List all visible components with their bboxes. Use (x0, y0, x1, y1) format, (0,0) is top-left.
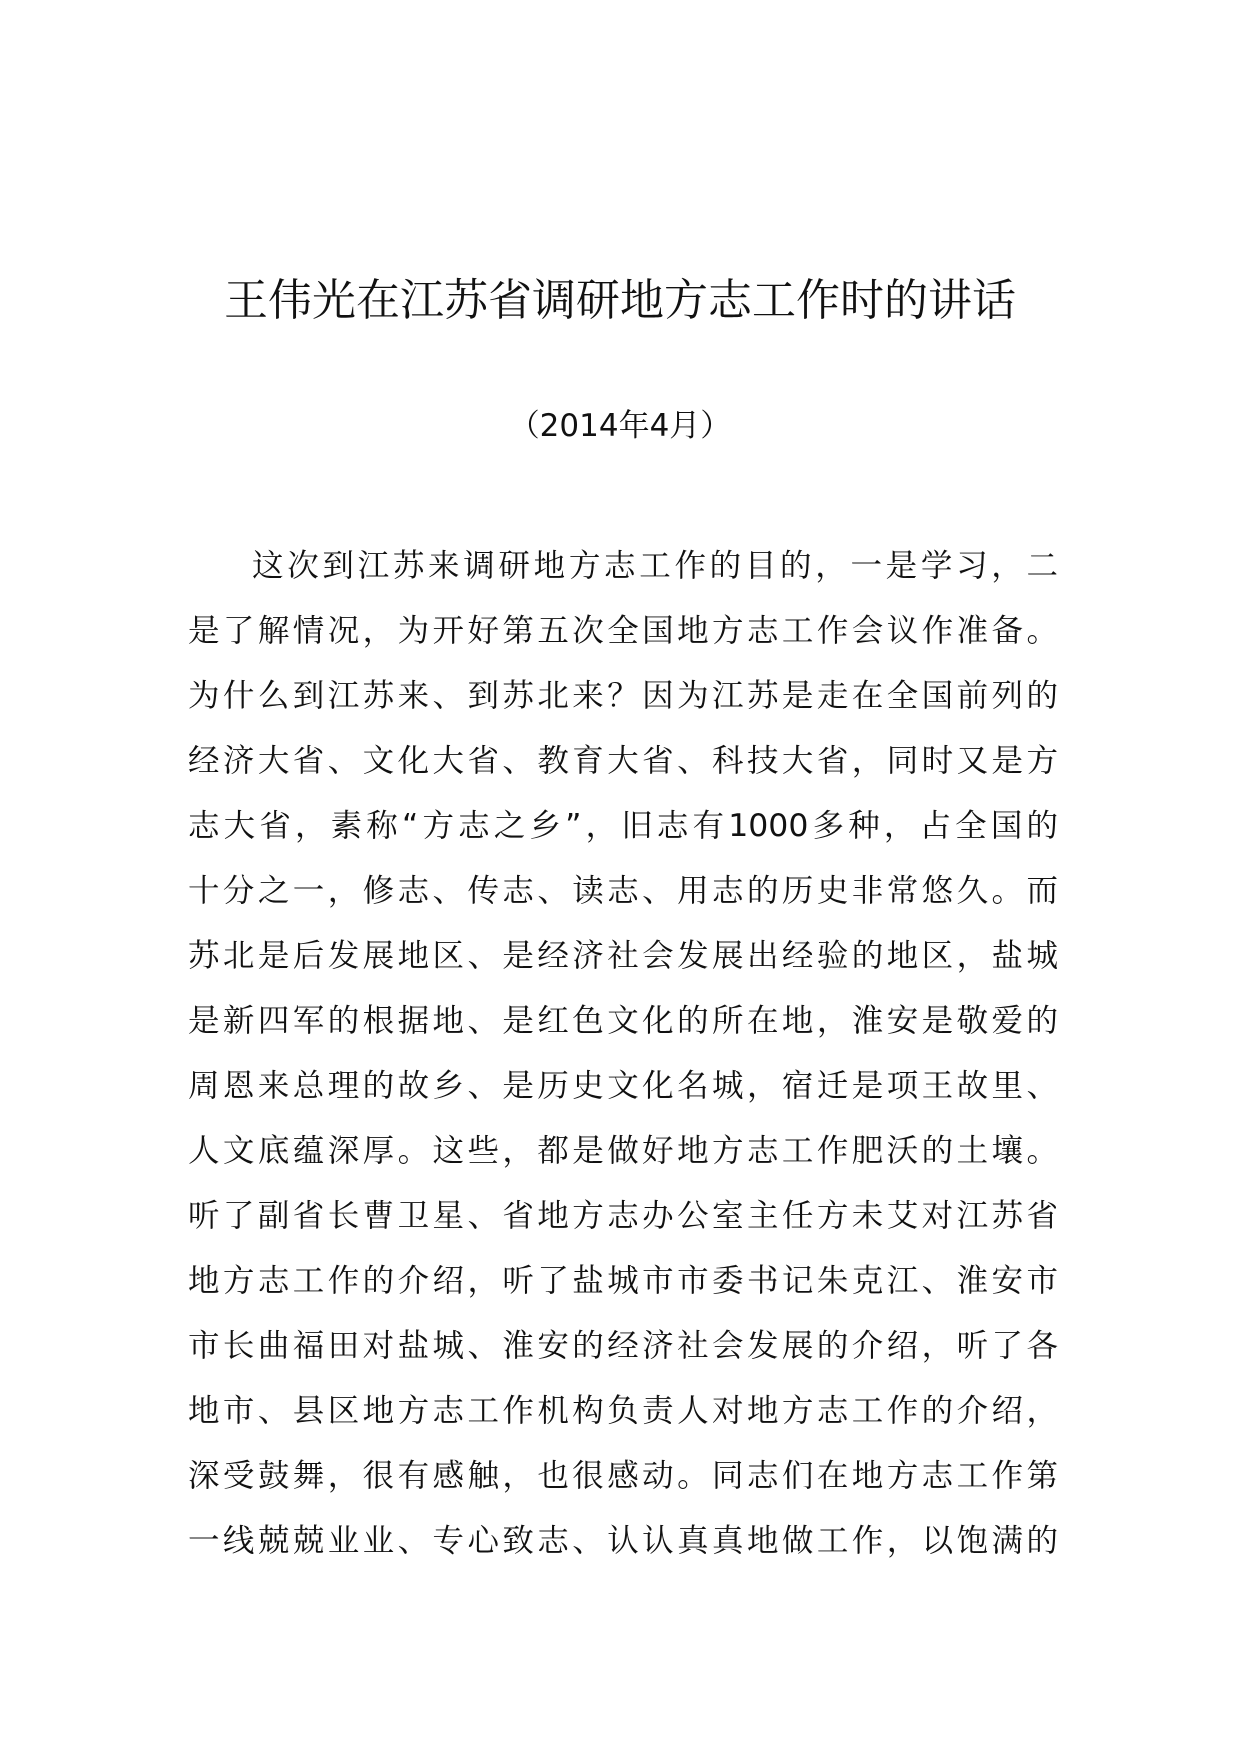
paragraph-line: 人文底蕴深厚。这些，都是做好地方志工作肥沃的土壤。 (188, 1133, 1058, 1169)
paragraph-line: 志大省，素称“方志之乡”，旧志有1000多种，占全国的 (188, 808, 1058, 844)
paragraph-line: 苏北是后发展地区、是经济社会发展出经验的地区，盐城 (188, 938, 1058, 974)
paragraph-line: 是了解情况，为开好第五次全国地方志工作会议作准备。 (188, 613, 1058, 649)
paragraph-line: 这次到江苏来调研地方志工作的目的，一是学习，二 (252, 548, 1058, 584)
paragraph-line: 是新四军的根据地、是红色文化的所在地，淮安是敬爱的 (188, 1003, 1058, 1039)
paragraph-line: 为什么到江苏来、到苏北来？因为江苏是走在全国前列的 (188, 678, 1058, 714)
body-paragraph (188, 534, 1058, 1574)
paragraph-line: 地市、县区地方志工作机构负责人对地方志工作的介绍， (188, 1393, 1058, 1429)
paragraph-line: 经济大省、文化大省、教育大省、科技大省，同时又是方 (188, 743, 1058, 779)
document-date: （2014年4月） (508, 408, 732, 444)
paragraph-line: 听了副省长曹卫星、省地方志办公室主任方未艾对江苏省 (188, 1198, 1058, 1234)
paragraph-line: 地方志工作的介绍，听了盐城市市委书记朱克江、淮安市 (188, 1263, 1058, 1299)
document-title: 王伟光在江苏省调研地方志工作时的讲话 (224, 275, 1016, 326)
paragraph-line: 十分之一，修志、传志、读志、用志的历史非常悠久。而 (188, 873, 1058, 909)
paragraph-line: 市长曲福田对盐城、淮安的经济社会发展的介绍，听了各 (188, 1328, 1058, 1364)
paragraph-line: 一线兢兢业业、专心致志、认认真真地做工作，以饱满的 (188, 1523, 1058, 1559)
paragraph-line: 深受鼓舞，很有感触，也很感动。同志们在地方志工作第 (188, 1458, 1058, 1494)
paragraph-line: 周恩来总理的故乡、是历史文化名城，宿迁是项王故里、 (188, 1068, 1058, 1104)
